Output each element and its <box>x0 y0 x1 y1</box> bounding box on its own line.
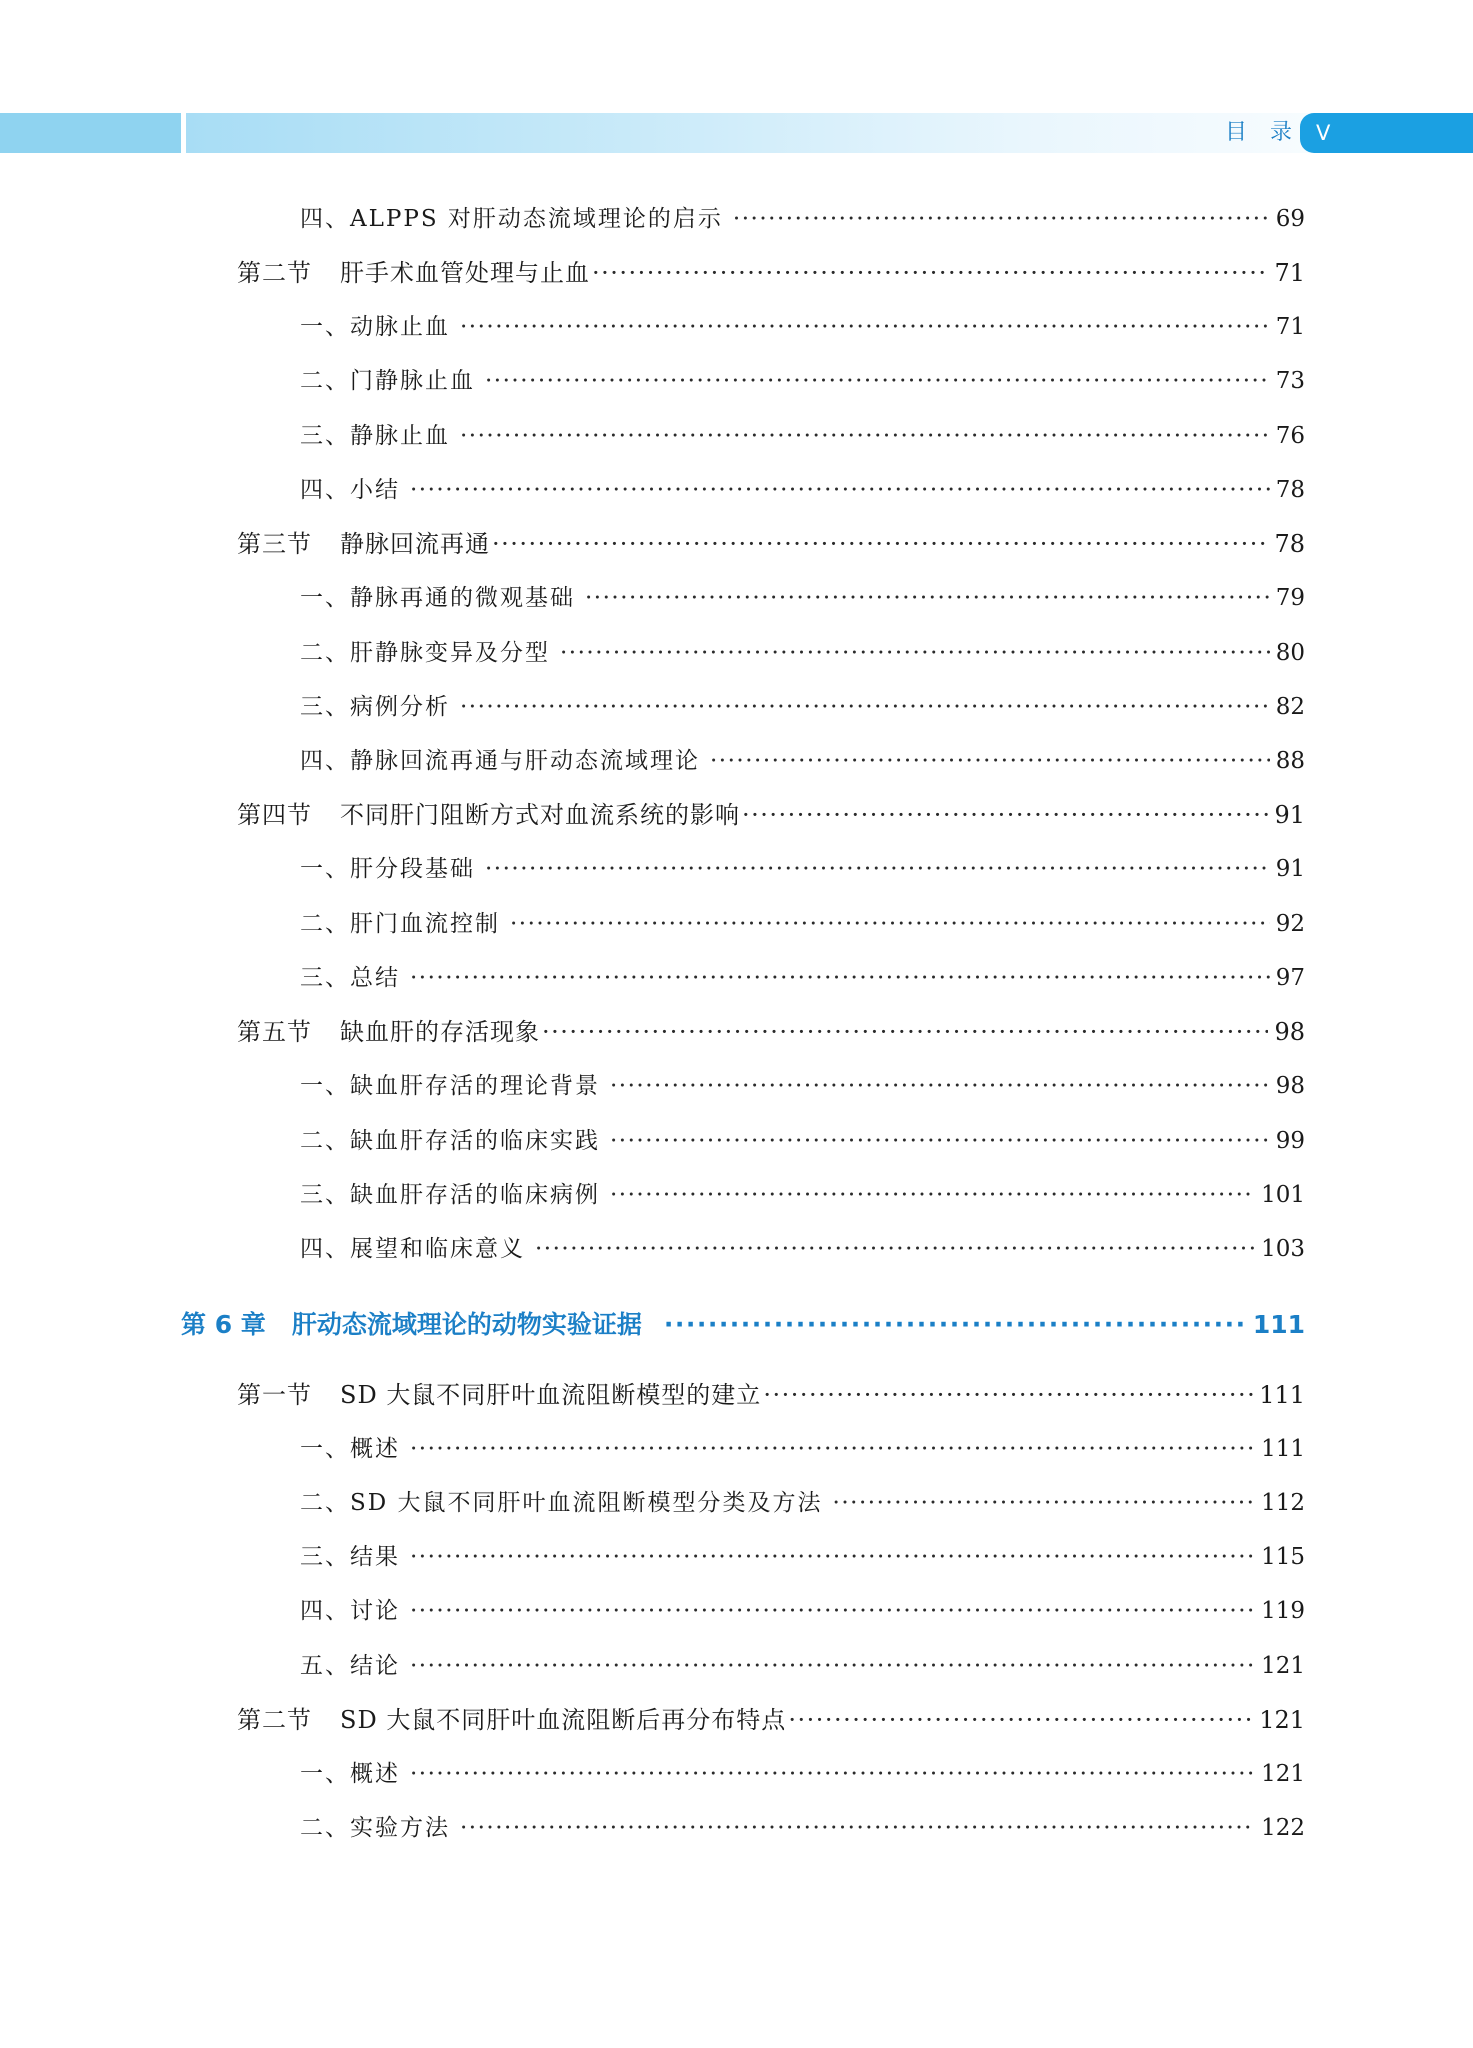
toc-page-number: 91 <box>1275 856 1305 882</box>
dot-leader <box>460 687 1270 727</box>
toc-page-number: 121 <box>1261 1761 1305 1787</box>
toc-item-label: 四、小结 <box>300 477 400 503</box>
section-number: 第一节 <box>237 1381 312 1409</box>
toc-item[interactable] <box>300 1229 1305 1269</box>
toc-page-number: 88 <box>1275 748 1305 774</box>
toc-item-label: 一、概述 <box>300 1761 400 1787</box>
dot-leader <box>410 1754 1255 1794</box>
toc-item[interactable] <box>300 741 1305 781</box>
toc-section[interactable] <box>237 1700 1305 1740</box>
toc-page-number: 79 <box>1275 585 1305 611</box>
toc-page-number: 69 <box>1275 206 1305 232</box>
dot-leader <box>610 1175 1255 1215</box>
toc-page-number: 121 <box>1259 1706 1305 1734</box>
toc-item-label: 二、SD 大鼠不同肝叶血流阻断模型分类及方法 <box>300 1490 823 1516</box>
toc-page-number: 112 <box>1261 1490 1305 1516</box>
page-number-badge <box>1300 113 1473 153</box>
toc-item[interactable] <box>300 1066 1305 1106</box>
toc-page-number: 91 <box>1274 801 1305 829</box>
toc-item-label: 四、ALPPS 对肝动态流域理论的启示 <box>300 206 723 232</box>
dot-leader <box>664 1305 1247 1345</box>
toc-item-label: 三、病例分析 <box>300 694 450 720</box>
dot-leader <box>410 1591 1255 1631</box>
toc-item[interactable] <box>300 1646 1305 1686</box>
toc-section[interactable] <box>237 1375 1305 1415</box>
toc-item[interactable] <box>300 199 1305 239</box>
dot-leader <box>763 1375 1253 1415</box>
toc-page-number: 80 <box>1275 640 1305 666</box>
section-title: 不同肝门阻断方式对血流系统的影响 <box>340 801 740 829</box>
toc-item[interactable] <box>300 1537 1305 1577</box>
toc-page-number: 71 <box>1274 259 1305 287</box>
dot-leader <box>460 307 1270 347</box>
toc-item[interactable] <box>300 578 1305 618</box>
toc-item[interactable] <box>300 1175 1305 1215</box>
toc-page-number: 111 <box>1252 1310 1305 1339</box>
dot-leader <box>460 1808 1255 1848</box>
toc-page-number: 73 <box>1275 368 1305 394</box>
toc-item-label: 四、静脉回流再通与肝动态流域理论 <box>300 748 700 774</box>
toc-page-number: 98 <box>1275 1073 1305 1099</box>
toc-page-number: 97 <box>1275 965 1305 991</box>
header-color-block <box>0 113 181 153</box>
toc-item-label: 二、门静脉止血 <box>300 368 475 394</box>
dot-leader <box>410 1537 1255 1577</box>
section-number: 第四节 <box>237 801 312 829</box>
toc-item[interactable] <box>300 416 1305 456</box>
dot-leader <box>585 578 1270 618</box>
toc-item[interactable] <box>300 1754 1305 1794</box>
toc-page-number: 119 <box>1261 1598 1305 1624</box>
toc-item-label: 二、肝静脉变异及分型 <box>300 640 550 666</box>
dot-leader <box>788 1700 1253 1740</box>
toc-page-number: 76 <box>1275 423 1305 449</box>
dot-leader <box>410 1646 1255 1686</box>
dot-leader <box>610 1121 1270 1161</box>
toc-page-number: 78 <box>1274 530 1305 558</box>
toc-chapter[interactable] <box>181 1305 1305 1345</box>
toc-item[interactable] <box>300 1121 1305 1161</box>
toc-page-number: 121 <box>1261 1653 1305 1679</box>
toc-item-label: 一、概述 <box>300 1436 400 1462</box>
section-title: SD 大鼠不同肝叶血流阻断后再分布特点 <box>340 1706 787 1734</box>
toc-page-number: 103 <box>1261 1236 1305 1262</box>
toc-page-number: 71 <box>1275 314 1305 340</box>
toc-item-label: 三、总结 <box>300 965 400 991</box>
toc-page-number: 78 <box>1275 477 1305 503</box>
toc-page-number: 111 <box>1261 1436 1305 1462</box>
dot-leader <box>542 1012 1268 1052</box>
toc-item-label: 四、展望和临床意义 <box>300 1236 525 1262</box>
dot-leader <box>410 958 1270 998</box>
toc-item-label: 三、静脉止血 <box>300 423 450 449</box>
section-number: 第五节 <box>237 1018 312 1046</box>
toc-section[interactable] <box>237 795 1305 835</box>
section-number: 第二节 <box>237 1706 312 1734</box>
toc-item-label: 二、肝门血流控制 <box>300 911 500 937</box>
dot-leader <box>460 416 1270 456</box>
dot-leader <box>485 361 1270 401</box>
toc-item-label: 五、结论 <box>300 1653 400 1679</box>
dot-leader <box>742 795 1268 835</box>
toc-item-label: 二、实验方法 <box>300 1815 450 1841</box>
toc-item-label: 四、讨论 <box>300 1598 400 1624</box>
section-title: SD 大鼠不同肝叶血流阻断模型的建立 <box>340 1381 762 1409</box>
page-number: V <box>1316 121 1331 145</box>
toc-item-label: 一、静脉再通的微观基础 <box>300 585 575 611</box>
dot-leader <box>592 253 1268 293</box>
dot-leader <box>410 470 1270 510</box>
dot-leader <box>510 904 1270 944</box>
toc-page-number: 115 <box>1261 1544 1305 1570</box>
toc-item[interactable] <box>300 1429 1305 1469</box>
toc-item[interactable] <box>300 849 1305 889</box>
section-number: 第三节 <box>237 530 312 558</box>
dot-leader <box>410 1429 1255 1469</box>
toc-page-number: 92 <box>1275 911 1305 937</box>
toc-page-number: 101 <box>1261 1182 1305 1208</box>
running-header <box>0 113 1473 153</box>
section-title: 静脉回流再通 <box>340 530 490 558</box>
toc-page-number: 111 <box>1259 1381 1305 1409</box>
dot-leader <box>733 199 1270 239</box>
toc-item[interactable] <box>300 361 1305 401</box>
toc-item-label: 一、肝分段基础 <box>300 856 475 882</box>
section-title: 缺血肝的存活现象 <box>340 1018 540 1046</box>
toc-item[interactable] <box>300 958 1305 998</box>
toc-item[interactable] <box>300 904 1305 944</box>
section-title: 肝手术血管处理与止血 <box>340 259 590 287</box>
toc-item[interactable] <box>300 1808 1305 1848</box>
toc-item[interactable] <box>300 1591 1305 1631</box>
dot-leader <box>710 741 1270 781</box>
toc-section[interactable] <box>237 253 1305 293</box>
dot-leader <box>560 633 1270 673</box>
dot-leader <box>485 849 1270 889</box>
toc-page-number: 99 <box>1275 1128 1305 1154</box>
toc-section[interactable] <box>237 524 1305 564</box>
toc-item[interactable] <box>300 687 1305 727</box>
dot-leader <box>610 1066 1270 1106</box>
toc-item[interactable] <box>300 470 1305 510</box>
toc-item-label: 三、缺血肝存活的临床病例 <box>300 1182 600 1208</box>
toc-item[interactable] <box>300 1483 1305 1523</box>
toc-page-number: 98 <box>1274 1018 1305 1046</box>
toc-item-label: 一、动脉止血 <box>300 314 450 340</box>
toc-section[interactable] <box>237 1012 1305 1052</box>
toc-item[interactable] <box>300 633 1305 673</box>
section-number: 第二节 <box>237 259 312 287</box>
dot-leader <box>535 1229 1255 1269</box>
toc-item[interactable] <box>300 307 1305 347</box>
dot-leader <box>833 1483 1256 1523</box>
toc-page-number: 82 <box>1275 694 1305 720</box>
toc-item-label: 一、缺血肝存活的理论背景 <box>300 1073 600 1099</box>
chapter-title: 肝动态流域理论的动物实验证据 <box>291 1310 642 1339</box>
chapter-number: 第 6 章 <box>181 1310 266 1339</box>
dot-leader <box>492 524 1268 564</box>
running-header-title: 目 录 <box>1225 120 1300 145</box>
toc-page-number: 122 <box>1261 1815 1305 1841</box>
toc-item-label: 二、缺血肝存活的临床实践 <box>300 1128 600 1154</box>
toc-item-label: 三、结果 <box>300 1544 400 1570</box>
